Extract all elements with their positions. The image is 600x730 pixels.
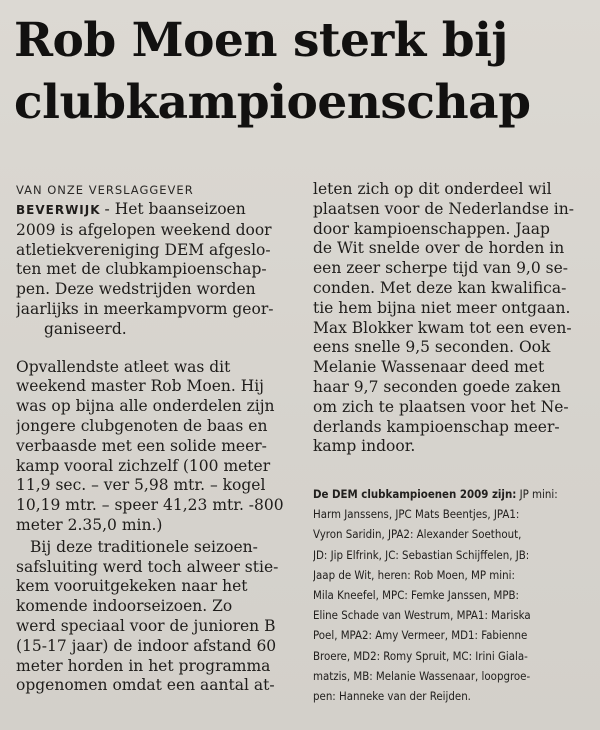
text-line: 2009 is afgelopen weekend door [16,220,272,239]
text-line: Opvallendste atleet was dit [16,357,231,376]
text-line: de Wit snelde over de horden in [313,239,565,258]
text-line: Max Blokker kwam tot een even- [313,318,572,337]
text-line: om zich te plaatsen voor het Ne- [313,397,569,416]
text-line: werd speciaal voor de junioren B [16,616,276,635]
text-line: kamp vooral zichzelf (100 meter [16,456,271,475]
text-line: verbaasde met een solide meer- [16,436,267,455]
text-line: jaarlijks in meerkampvorm geor- [16,299,274,318]
text-line: plaatsen voor de Nederlandse in- [313,199,574,218]
text-line: kamp indoor. [313,437,416,456]
text-line: 11,9 sec. – ver 5,98 mtr. – kogel [16,476,266,495]
text-line: pen. Deze wedstrijden worden [16,280,256,299]
text-line: meter 2.35,0 min.) [16,515,163,534]
text-line: safsluiting werd toch alweer stie- [16,557,279,576]
paragraph-intro [16,200,292,340]
results-line: JD: Jip Elfrink, JC: Sebastian Schijffelen, JB: [313,547,530,562]
text-line: komende indoorseizoen. Zo [16,597,233,616]
text-line: een zeer scherpe tijd van 9,0 se- [313,259,569,278]
text-line: leten zich op dit onderdeel wil [313,180,552,198]
byline: VAN ONZE VERSLAGGEVER [16,183,194,197]
results-line: Vyron Saridin, JPA2: Alexander Soethout, [313,527,522,542]
text-line: atletiekvereniging DEM afgeslo- [16,240,271,259]
headline [14,10,594,134]
text-line: opgenomen omdat een aantal at- [16,676,275,695]
paragraph-horden [313,180,593,457]
text-line: ganiseerd. [44,319,127,338]
results-line: Mila Kneefel, MPC: Femke Janssen, MPB: [313,588,519,603]
dateline: BEVERWIJK [16,203,101,217]
text-line: ten met de clubkampioenschap- [16,260,267,279]
text-line: meter horden in het programma [16,656,271,675]
text-line: (15-17 jaar) de indoor afstand 60 [16,636,277,655]
text-line: tie hem bijna niet meer ontgaan. [313,298,571,317]
results-line: Jaap de Wit, heren: Rob Moen, MP mini: [313,567,515,582]
results-line: De DEM clubkampioenen 2009 zijn: JP mini: [313,487,558,501]
text-line: derlands kampioenschap meer- [313,417,560,436]
headline-line-2: clubkampioenschap [14,75,531,130]
text-line: weekend master Rob Moen. Hij [16,377,264,396]
text-line: conden. Met deze kan kwalifica- [313,278,567,297]
results-line: Broere, MD2: Romy Spruit, MC: Irini Giala- [313,648,528,663]
left-column [16,180,292,696]
text-line: BEVERWIJK - Het baanseizoen [16,200,246,218]
results-box [313,484,595,706]
text-line: Bij deze traditionele seizoen- [30,537,258,556]
results-line: Harm Janssens, JPC Mats Beentjes, JPA1: [313,507,520,522]
text-line: 10,19 mtr. – speer 41,23 mtr. -800 [16,496,284,515]
results-line: Poel, MPA2: Amy Vermeer, MD1: Fabienne [313,628,528,643]
results-line: pen: Hanneke van der Reijden. [313,689,471,704]
text-line: was op bijna alle onderdelen zijn [16,397,275,416]
results-lead: De DEM clubkampioenen 2009 zijn: [313,487,517,501]
headline-line-1: Rob Moen sterk bij [14,13,508,68]
text-line: Melanie Wassenaar deed met [313,358,545,377]
text-line: eens snelle 9,5 seconden. Ook [313,338,551,357]
text-line: kem vooruitgekeken naar het [16,577,248,596]
results-line: matzis, MB: Melanie Wassenaar, loopgroe- [313,668,531,683]
paragraph-rob-moen [16,358,292,536]
text-line: door kampioenschappen. Jaap [313,219,550,238]
right-column [313,180,593,457]
text-line: jongere clubgenoten de baas en [16,416,268,435]
results-line: Eline Schade van Westrum, MPA1: Mariska [313,608,531,623]
paragraph-indoor [16,538,292,696]
text-line: haar 9,7 seconden goede zaken [313,377,561,396]
